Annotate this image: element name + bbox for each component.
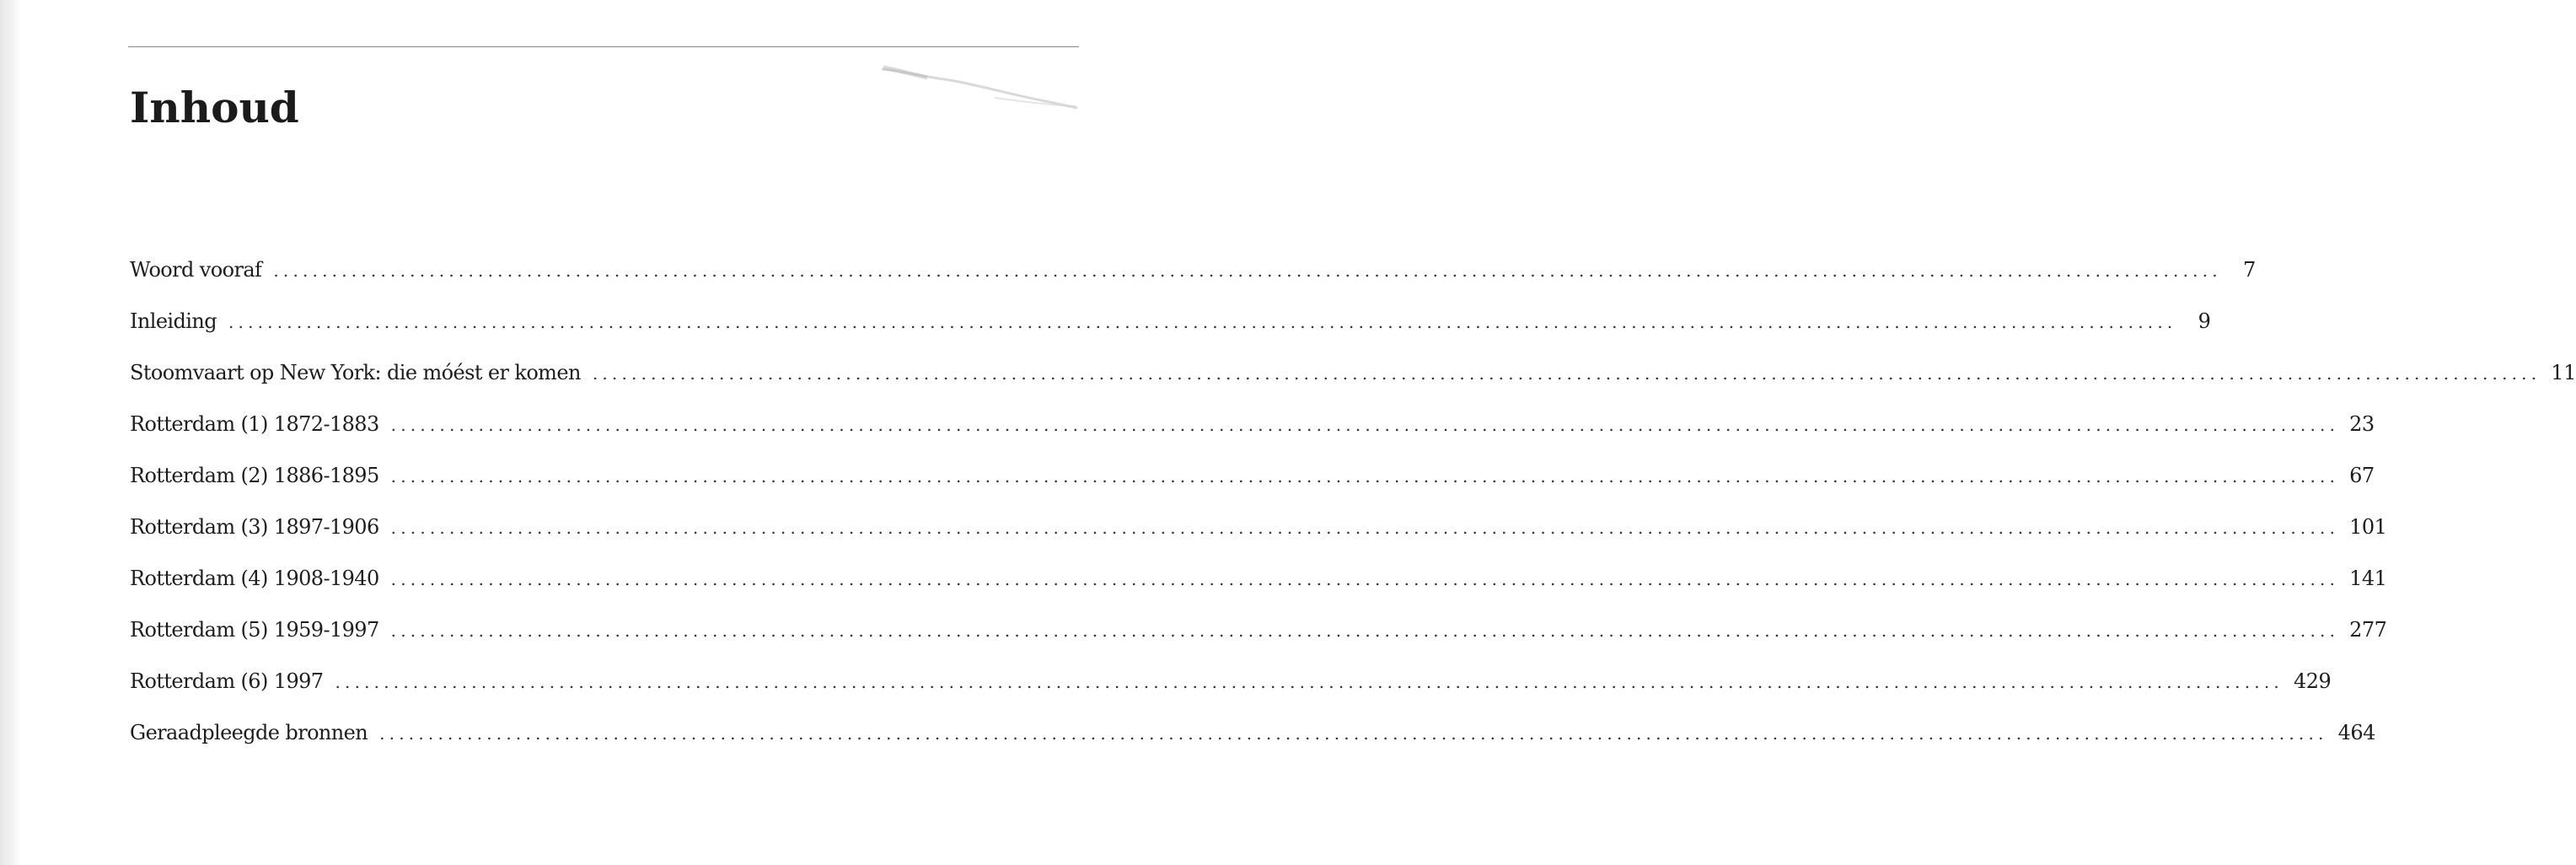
toc-entry xyxy=(130,356,2576,407)
dot-leader: ........................................................................................................................................................................................................ xyxy=(379,723,2328,744)
toc-entry-title: Rotterdam (5) 1959-1997 xyxy=(130,618,379,642)
table-of-contents xyxy=(130,253,2576,767)
dot-leader: ........................................................................................................................................................................................................ xyxy=(390,415,2340,435)
toc-entry-page-number: 429 xyxy=(2293,669,2332,693)
toc-entry-title: Stoomvaart op New York: die móést er komen xyxy=(130,361,581,384)
toc-entry-page-number: 7 xyxy=(2243,258,2256,282)
paper-scuff-mark xyxy=(877,64,1079,115)
toc-entry-page-number: 277 xyxy=(2349,618,2387,642)
toc-entry-title: Rotterdam (1) 1872-1883 xyxy=(130,412,379,436)
toc-entry xyxy=(130,664,2332,716)
toc-entry-page-number: 101 xyxy=(2349,515,2387,539)
toc-entry-title: Inleiding xyxy=(130,309,217,333)
toc-entry-title: Rotterdam (4) 1908-1940 xyxy=(130,567,379,590)
toc-entry xyxy=(130,304,2211,356)
toc-entry-page-number: 141 xyxy=(2349,567,2387,590)
page-title: Inhoud xyxy=(130,83,299,132)
toc-entry-title: Rotterdam (2) 1886-1895 xyxy=(130,464,379,487)
toc-entry-title: Rotterdam (6) 1997 xyxy=(130,669,324,693)
toc-entry xyxy=(130,510,2387,561)
toc-entry xyxy=(130,459,2375,510)
toc-entry-page-number: 11 xyxy=(2551,361,2576,384)
toc-entry-title: Woord vooraf xyxy=(130,258,262,282)
dot-leader: ........................................................................................................................................................................................................ xyxy=(592,363,2541,384)
toc-entry xyxy=(130,613,2387,664)
binding-shadow xyxy=(0,0,20,865)
dot-leader: ........................................................................................................................................................................................................ xyxy=(390,466,2340,486)
header-rule xyxy=(128,46,1079,47)
toc-entry-page-number: 67 xyxy=(2349,464,2375,487)
toc-entry xyxy=(130,407,2375,459)
toc-entry-page-number: 464 xyxy=(2337,721,2375,744)
toc-entry xyxy=(130,253,2256,304)
dot-leader: ........................................................................................................................................................................................................ xyxy=(390,621,2340,641)
dot-leader: ........................................................................................................................................................................................................ xyxy=(335,672,2284,692)
toc-entry-page-number: 9 xyxy=(2198,309,2211,333)
toc-entry-title: Rotterdam (3) 1897-1906 xyxy=(130,515,379,539)
dot-leader: ........................................................................................................................................................................................................ xyxy=(390,518,2340,538)
toc-entry-page-number: 23 xyxy=(2349,412,2375,436)
dot-leader: ........................................................................................................................................................................................................ xyxy=(390,569,2340,589)
dot-leader: ........................................................................................................................................................................................................ xyxy=(273,261,2222,281)
dot-leader: ........................................................................................................................................................................................................ xyxy=(228,312,2177,332)
toc-entry xyxy=(130,716,2375,767)
toc-entry xyxy=(130,561,2387,613)
toc-entry-title: Geraadpleegde bronnen xyxy=(130,721,368,744)
